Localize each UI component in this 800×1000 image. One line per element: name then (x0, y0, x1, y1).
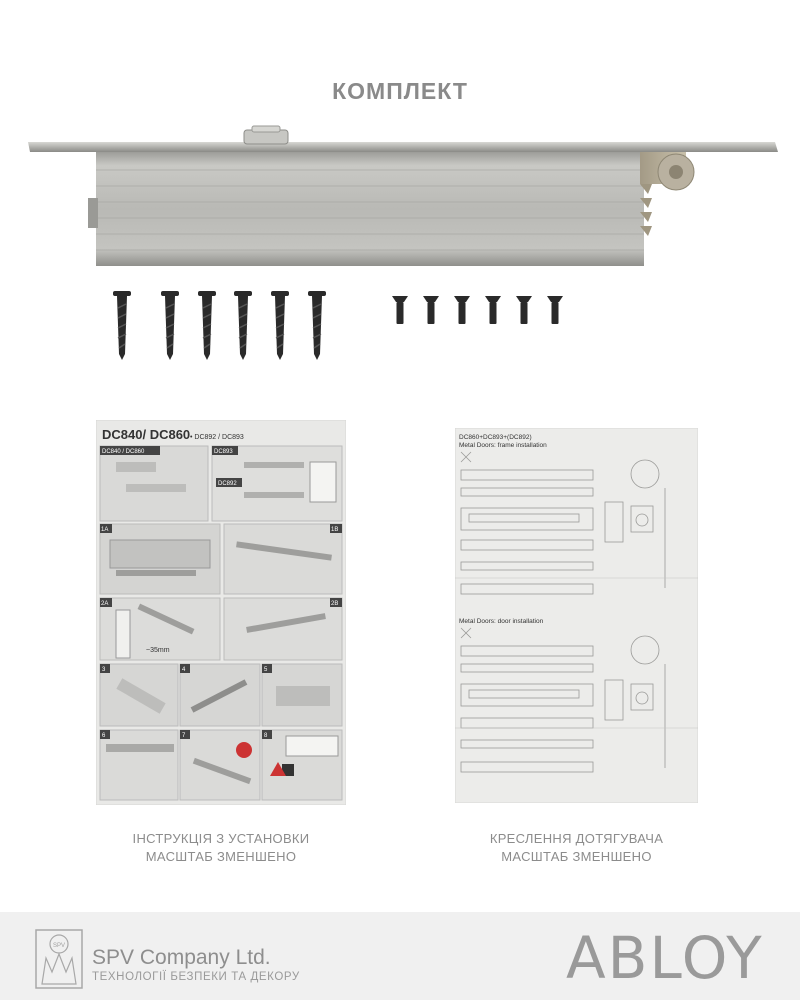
svg-text:7: 7 (182, 733, 186, 739)
door-closer-image (0, 120, 800, 280)
dimension-note: ~35mm (146, 647, 170, 654)
screws-set (100, 288, 580, 368)
machine-screw (485, 296, 501, 324)
sheet-subheading: • DC892 / DC893 (190, 434, 244, 441)
svg-text:SPV: SPV (52, 943, 66, 949)
svg-text:2B: 2B (331, 601, 339, 607)
machine-screw (454, 296, 470, 324)
svg-text:1A: 1A (101, 527, 109, 533)
wood-screw (113, 291, 131, 360)
closer-body (96, 152, 644, 266)
sheet-heading: DC840/ DC860 (102, 427, 191, 442)
spv-logo-icon (34, 928, 84, 990)
wood-screw (308, 291, 326, 360)
drawing-heading: DC860+DC893+(DC892) (459, 434, 532, 441)
machine-screw (516, 296, 532, 324)
machine-screw (392, 296, 408, 324)
svg-text:6: 6 (102, 733, 106, 739)
wood-screw (161, 291, 179, 360)
svg-text:4: 4 (182, 667, 186, 673)
svg-text:DC893: DC893 (214, 449, 233, 455)
mounting-plate (28, 142, 778, 152)
svg-text:DC892: DC892 (218, 481, 237, 487)
wood-screw (234, 291, 252, 360)
caption-instruction: ІНСТРУКЦІЯ З УСТАНОВКИ МАСШТАБ ЗМЕНШЕНО (132, 831, 310, 864)
end-cap (88, 198, 98, 228)
company-name: SPV Company Ltd. (92, 946, 271, 969)
panel-label: DC840 / DC860 (102, 449, 145, 455)
machine-screw (547, 296, 563, 324)
svg-text:8: 8 (264, 733, 268, 739)
footer-bar (0, 912, 800, 1000)
svg-text:2A: 2A (101, 601, 109, 607)
drawing-section-1: Metal Doors: frame installation (459, 442, 547, 449)
page-title: КОМПЛЕКТ (332, 78, 468, 104)
abloy-logo: ABLOY (566, 924, 764, 992)
drawing-section-2: Metal Doors: door installation (459, 618, 544, 625)
machine-screw (423, 296, 439, 324)
wood-screw (271, 291, 289, 360)
caption-drawing: КРЕСЛЕННЯ ДОТЯГУВАЧА МАСШТАБ ЗМЕНШЕНО (489, 831, 664, 864)
svg-text:3: 3 (102, 667, 106, 673)
instruction-sheet (96, 420, 346, 805)
svg-text:1B: 1B (331, 527, 339, 533)
wood-screw (198, 291, 216, 360)
company-tagline: ТЕХНОЛОГІЇ БЕЗПЕКИ ТА ДЕКОРУ (92, 971, 300, 983)
drawing-sheet (455, 428, 698, 803)
svg-text:5: 5 (264, 667, 268, 673)
